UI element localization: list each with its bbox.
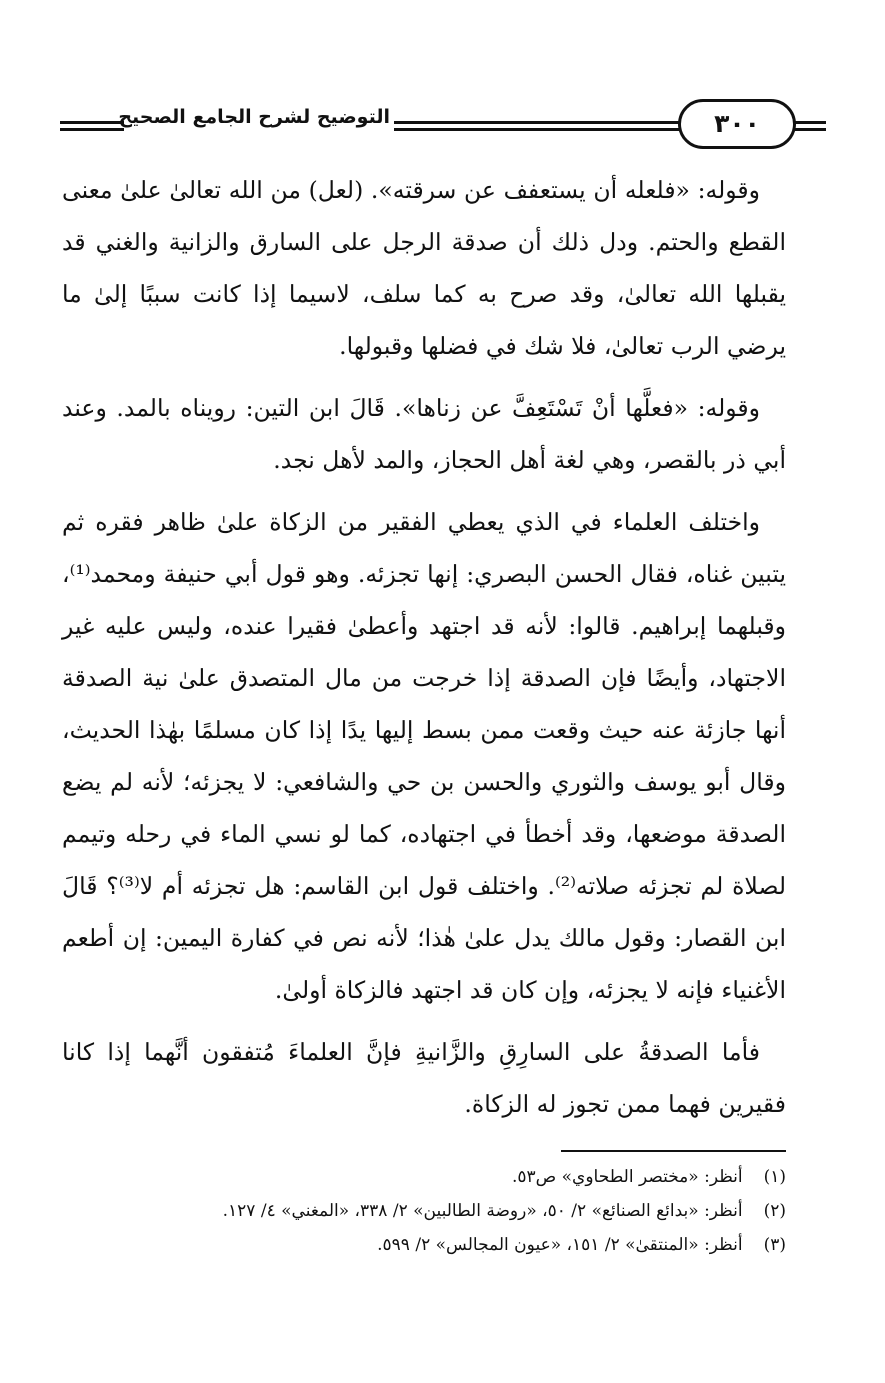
header-double-rule-right — [794, 121, 826, 131]
footnote-number: (٣) — [763, 1235, 786, 1255]
paragraph: واختلف العلماء في الذي يعطي الفقير من الزكاة علىٰ ظاهر فقره ثم يتبين غناه، فقال الحسن البصري: إنها تجزئه. وهو قول أبي حنيفة ومحمد⁽¹⁾، وقبلهما إبراهيم. قالوا: لأنه قد اجتهد وأعطىٰ فقيرا عنده، وليس عليه غير الاجتهاد، وأيضًا فإن الصدقة إذا خرجت من مال المتصدق علىٰ نية الصدقة أنها جازئة عنه حيث وقعت ممن بسط إليها يدًا إذا كان مسلمًا بهٰذا الحديث، وقال أبو يوسف والثوري والحسن بن حي والشافعي: لا يجزئه؛ لأنه لم يضع الصدقة موضعها، وقد أخطأ في اجتهاده، كما لو نسي الماء في رحله وتيمم لصلاة لم تجزئه صلاته⁽²⁾. واختلف قول ابن القاسم: هل تجزئه أم لا⁽³⁾؟ قَالَ ابن القصار: وقول مالك يدل علىٰ هٰذا؛ لأنه نص في كفارة اليمين: إن أطعم الأغنياء فإنه لا يجزئه، وإن كان قد اجتهد فالزكاة أولىٰ. — [62, 508, 786, 1004]
footnote-text: أنظر: «بدائع الصنائع» ٢/ ٥٠، «روضة الطالبين» ٢/ ٣٣٨، «المغني» ٤/ ١٢٧. — [222, 1201, 743, 1221]
footnotes — [62, 1160, 786, 1262]
paragraph: وقوله: «فلعله أن يستعفف عن سرقته». (لعل) من الله تعالىٰ علىٰ معنى القطع والحتم. ودل ذلك أن صدقة الرجل على السارق والزانية والغني قد يقبلها الله تعالىٰ، وقد صرح به كما سلف، لاسيما إذا كانت سببًا إلىٰ ما يرضي الرب تعالىٰ، فلا شك في فضلها وقبولها. — [62, 176, 786, 360]
footnote-text: أنظر: «مختصر الطحاوي» ص٥٣. — [512, 1167, 743, 1187]
paragraph: وقوله: «فعلَّها أنْ تَسْتَعِفَّ عن زناها». قَالَ ابن التين: رويناه بالمد. وعند أبي ذر بالقصر، وهي لغة أهل الحجاز، والمد لأهل نجد. — [62, 394, 786, 474]
header-double-rule-left — [60, 121, 124, 131]
footnote — [62, 1194, 786, 1228]
running-title: التوضيح لشرح الجامع الصحيح — [118, 106, 390, 128]
footnote-number: (٢) — [763, 1201, 786, 1221]
page-header — [60, 96, 826, 156]
main-text — [62, 164, 786, 1130]
header-double-rule-middle — [394, 121, 684, 131]
paragraph: فأما الصدقةُ على السارِقِ والزَّانيةِ فإنَّ العلماءَ مُتفقون أنَّهما إذا كانا فقيرين فهما ممن تجوز له الزكاة. — [62, 1038, 786, 1118]
footnote-number: (١) — [763, 1167, 786, 1187]
footnote — [62, 1228, 786, 1262]
footnote-separator — [561, 1150, 786, 1152]
page-number: ٣٠٠ — [678, 99, 796, 149]
footnote — [62, 1160, 786, 1194]
footnote-text: أنظر: «المنتقىٰ» ٢/ ١٥١، «عيون المجالس» ٢/ ٥٩٩. — [377, 1235, 743, 1255]
